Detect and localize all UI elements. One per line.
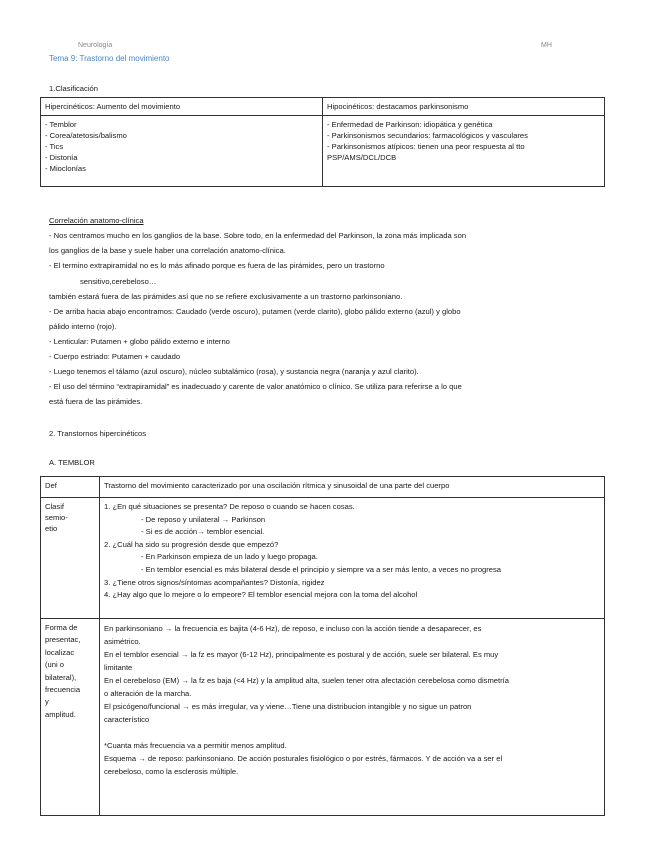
- list-item: El psicógeno/funcional → es más irregular, va y viene…Tiene una distribucion intangible y no sigue un patron: [104, 702, 472, 711]
- hipo-header: Hipocinéticos: destacamos parkinsonismo: [323, 98, 605, 116]
- correlacion-line: - El uso del término “extrapiramidal” es inadecuado y carente de valor anatómico o clínico. Se utiliza para referirse a lo que: [49, 382, 462, 391]
- temblor-title: A. TEMBLOR: [49, 458, 95, 467]
- list-item: - En temblor esencial es más bilateral desde el principio y siempre va a ser más lento, a veces no progresa: [141, 564, 502, 574]
- correlacion-line: - De arriba hacia abajo encontramos: Caudado (verde oscuro), putamen (verde clarito), globo pálido externo (azul) y globo: [49, 307, 461, 316]
- hiper-header: Hipercinéticos: Aumento del movimiento: [41, 98, 323, 116]
- list-item: - Distonía: [45, 153, 78, 162]
- header-subject: Neurología: [78, 42, 113, 49]
- list-item: - Si es de acción→ temblor esencial.: [141, 527, 265, 537]
- correlacion-line: - Nos centramos mucho en los ganglios de la base. Sobre todo, en la enfermedad del Parkinson, la zona más implicada son: [49, 231, 467, 240]
- correlacion-line: está fuera de las pirámides.: [49, 397, 143, 406]
- header-tema: Tema 9: Trastorno del movimiento: [49, 54, 170, 63]
- hiper-list: [41, 116, 323, 187]
- hipercineticos-title: 2. Transtornos hipercinéticos: [49, 429, 147, 438]
- list-item: - Mioclonías: [45, 164, 86, 173]
- list-item: limitante: [104, 663, 133, 672]
- list-item: En el temblor esencial → la fz es mayor (6-12 Hz), principalmente es postural y de acción, suele ser bilateral. Es muy: [104, 650, 499, 659]
- list-item: - De reposo y unilateral → Parkinson: [141, 514, 266, 524]
- list-item: asimétrico.: [104, 637, 141, 646]
- list-item: En el cerebeloso (EM) → la fz es baja (<4 Hz) y la amplitud alta, suelen tener otra afectación cerebelosa como dismetría: [104, 676, 509, 685]
- list-item: - Enfermedad de Parkinson: idiopática y genética: [327, 120, 493, 129]
- correlacion-line: pálido interno (rojo).: [49, 322, 117, 331]
- list-item: [104, 726, 600, 739]
- list-item: cerebeloso, como la esclerosis múltiple.: [104, 767, 239, 776]
- list-item: 3. ¿Tiene otros signos/síntomas acompañantes? Distonía, rigidez: [104, 577, 325, 587]
- correlacion-line: - Cuerpo estriado: Putamen + caudado: [49, 352, 181, 361]
- list-item: 4. ¿Hay algo que lo mejore o lo empeore? El temblor esencial mejora con la toma del alcohol: [104, 590, 418, 600]
- def-label: Def: [41, 477, 100, 498]
- clasif-content: [100, 498, 605, 619]
- correlacion-line: también estará fuera de las pirámides así que no se refiere exclusivamente a un trastorno parkinsoniano.: [49, 292, 403, 301]
- list-item: característico: [104, 715, 150, 724]
- correlacion-line: - Lenticular: Putamen + globo pálido externo e interno: [49, 337, 230, 346]
- list-item: 2. ¿Cuál ha sido su progresión desde que empezó?: [104, 539, 279, 549]
- list-item: - Tics: [45, 142, 64, 151]
- list-item: - En Parkinson empieza de un lado y luego propaga.: [141, 552, 318, 562]
- list-item: PSP/AMS/DCL/DCB: [327, 153, 397, 162]
- header-initials: MH: [541, 42, 552, 49]
- forma-label: Forma de presentac, localizac (uni o bilateral), frecuencia y amplitud.: [41, 619, 100, 816]
- temblor-table: [40, 476, 605, 816]
- list-item: - Parkinsonismos secundarios: farmacológicos y vasculares: [327, 131, 528, 140]
- section-clasificacion-title: 1.Clasificación: [49, 84, 98, 93]
- correlacion-line: - El termino extrapiramidal no es lo más afinado porque es fuera de las pirámides, pero un trastorno: [49, 261, 385, 270]
- hipo-list: [323, 116, 605, 187]
- list-item: - Corea/atetosis/balismo: [45, 131, 127, 140]
- forma-content: [100, 619, 605, 816]
- correlacion-line: sensitivo,cerebeloso…: [80, 277, 157, 286]
- correlacion-line: - Luego tenemos el tálamo (azul oscuro), núcleo subtalámico (rosa), y sustancia negra (naranja y azul clarito).: [49, 367, 419, 376]
- correlacion-line: los ganglios de la base y suele haber una correlación anatomo-clínica.: [49, 246, 286, 255]
- clasif-label: Clasif semio- etio: [41, 498, 100, 619]
- list-item: En parkinsoniano → la frecuencia es bajita (4-6 Hz), de reposo, e incluso con la acción tiende a desaparecer, es: [104, 624, 482, 633]
- def-text: Trastorno del movimiento caracterizado por una oscilación rítmica y sinusoidal de una parte del cuerpo: [100, 477, 605, 498]
- correlacion-title: Correlación anatomo-clínica: [49, 216, 144, 225]
- list-item: - Parkinsonismos atípicos: tienen una peor respuesta al tto: [327, 142, 525, 151]
- list-item: - Temblor: [45, 120, 77, 129]
- list-item: o alteración de la marcha.: [104, 689, 192, 698]
- list-item: Esquema → de reposo: parkinsoniano. De acción posturales fisiológico o por estrés, fármacos. Y de acción va a ser el: [104, 754, 503, 763]
- list-item: *Cuanta más frecuencia va a permitir menos amplitud.: [104, 741, 287, 750]
- list-item: 1. ¿En qué situaciones se presenta? De reposo o cuando se hacen cosas.: [104, 502, 355, 511]
- clasificacion-table: [40, 97, 605, 187]
